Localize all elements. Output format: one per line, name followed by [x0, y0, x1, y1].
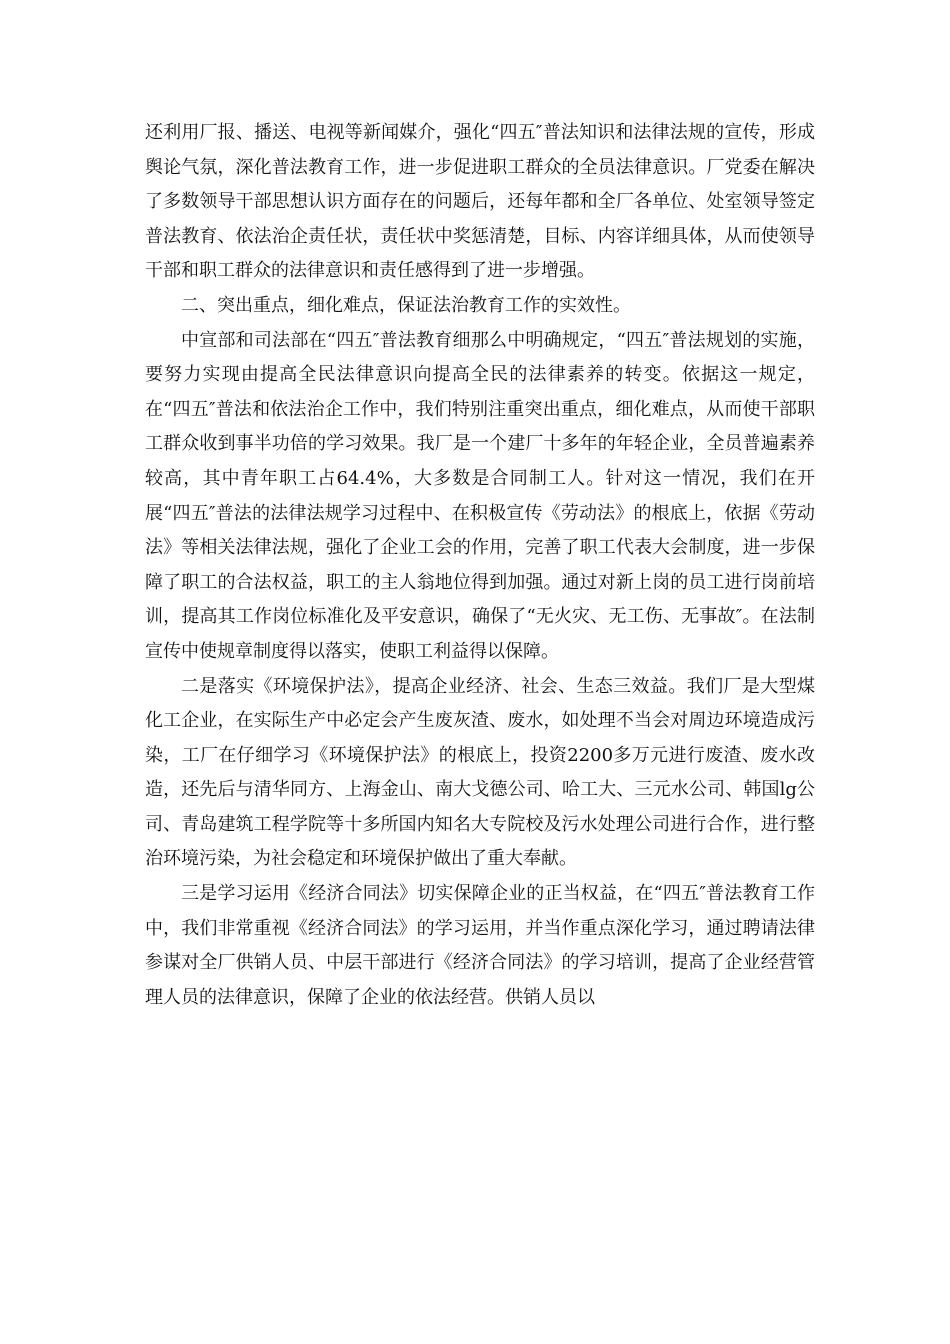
paragraph-1: 还利用厂报、播送、电视等新闻媒介，强化“四五″普法知识和法律法规的宣传，形成舆论气氛，深化普法教育工作，进一步促进职工群众的全员法律意识。厂党委在解决了多数领导干部思想认识方面存在的问题后，还每年都和全厂各单位、处室领导签定普法教育、依法治企责任状，责任状中奖惩清楚，目标、内容详细具体，从而使领导干部和职工群众的法律意识和责任感得到了进一步增强。: [145, 122, 815, 282]
paragraph-3: 二是落实《环境保护法》，提高企业经济、社会、生态三效益。我们厂是大型煤化工企业，在实际生产中必定会产生废灰渣、废水，如处理不当会对周边环境造成污染，工厂在仔细学习《环境保护法》的根底上，投资2200多万元进行废渣、废水改造，还先后与清华同方、上海金山、南大戈德公司、哈工大、三元水公司、韩国lg公司、青岛建筑工程学院等十多所国内知名大专院校及污水处理公司进行合作，进行整治环境污染，为社会稳定和环境保护做出了重大奉献。: [145, 675, 815, 870]
section-heading: 二、突出重点，细化难点，保证法治教育工作的实效性。: [181, 294, 631, 316]
document-body: [145, 116, 815, 1015]
paragraph-2: 中宣部和司法部在“四五″普法教育细那么中明确规定，“四五″普法规划的实施，要努力实现由提高全民法律意识向提高全民的法律素养的转变。依据这一规定，在“四五″普法和依法治企工作中，我们特别注重突出重点，细化难点，从而使干部职工群众收到事半功倍的学习效果。我厂是一个建厂十多年的年轻企业，全员普遍素养较高，其中青年职工占64.4%，大多数是合同制工人。针对这一情况，我们在开展“四五″普法的法律法规学习过程中、在积极宣传《劳动法》的根底上，依据《劳动法》等相关法律法规，强化了企业工会的作用，完善了职工代表大会制度，进一步保障了职工的合法权益，职工的主人翁地位得到加强。通过对新上岗的员工进行岗前培训，提高其工作岗位标准化及平安意识，确保了“无火灾、无工伤、无事故″。在法制宣传中使规章制度得以落实，使职工利益得以保障。: [145, 329, 815, 662]
paragraph-4: 三是学习运用《经济合同法》切实保障企业的正当权益，在“四五″普法教育工作中，我们非常重视《经济合同法》的学习运用，并当作重点深化学习，通过聘请法律参谋对全厂供销人员、中层干部进行《经济合同法》的学习培训，提高了企业经营管理人员的法律意识，保障了企业的依法经营。供销人员以: [145, 883, 815, 1008]
